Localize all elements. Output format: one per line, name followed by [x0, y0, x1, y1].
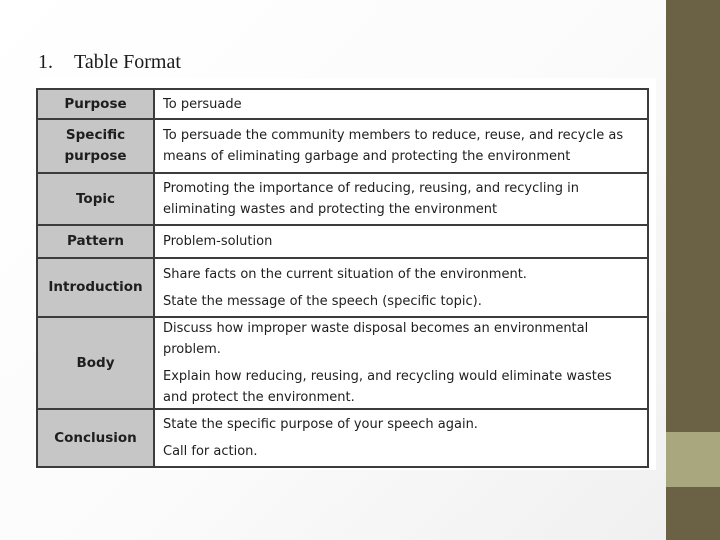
row-label: Topic — [37, 173, 154, 225]
row-content — [154, 89, 648, 119]
row-content — [154, 225, 648, 258]
table-row — [37, 173, 648, 225]
row-label: Purpose — [37, 89, 154, 119]
speech-outline-table — [36, 88, 649, 468]
row-content — [154, 258, 648, 317]
row-label: Specific purpose — [37, 119, 154, 173]
content-line: To persuade the community members to reduce, reuse, and recycle as means of eliminating garbage and protecting the environment — [163, 128, 624, 164]
content-line: Share facts on the current situation of the environment. — [163, 266, 527, 282]
content-line: State the specific purpose of your speech again. — [163, 417, 478, 432]
row-label: Body — [37, 317, 154, 409]
content-line: Discuss how improper waste disposal becomes an environmental problem. — [163, 321, 589, 357]
table-row — [37, 119, 648, 173]
row-content — [154, 317, 648, 409]
slide-heading — [38, 48, 181, 76]
content-line: Explain how reducing, reusing, and recycling would eliminate wastes and protect the environment. — [163, 369, 612, 405]
row-label: Pattern — [37, 225, 154, 258]
row-content — [154, 119, 648, 173]
table-row — [37, 317, 648, 409]
content-line: Problem-solution — [163, 234, 273, 249]
content-line: Promoting the importance of reducing, reusing, and recycling in eliminating wastes and protecting the environment — [163, 181, 579, 217]
row-label: Conclusion — [37, 409, 154, 467]
heading-number: 1. — [38, 50, 53, 73]
heading-title: Table Format — [74, 50, 181, 73]
table-row — [37, 225, 648, 258]
table-row — [37, 409, 648, 467]
content-line: State the message of the speech (specific topic). — [163, 293, 482, 309]
table-row — [37, 258, 648, 317]
row-content — [154, 173, 648, 225]
content-line: To persuade — [163, 96, 242, 112]
decorative-side-accent — [666, 432, 720, 487]
table-row — [37, 89, 648, 119]
content-line: Call for action. — [163, 444, 258, 459]
row-content — [154, 409, 648, 467]
row-label: Introduction — [37, 258, 154, 317]
